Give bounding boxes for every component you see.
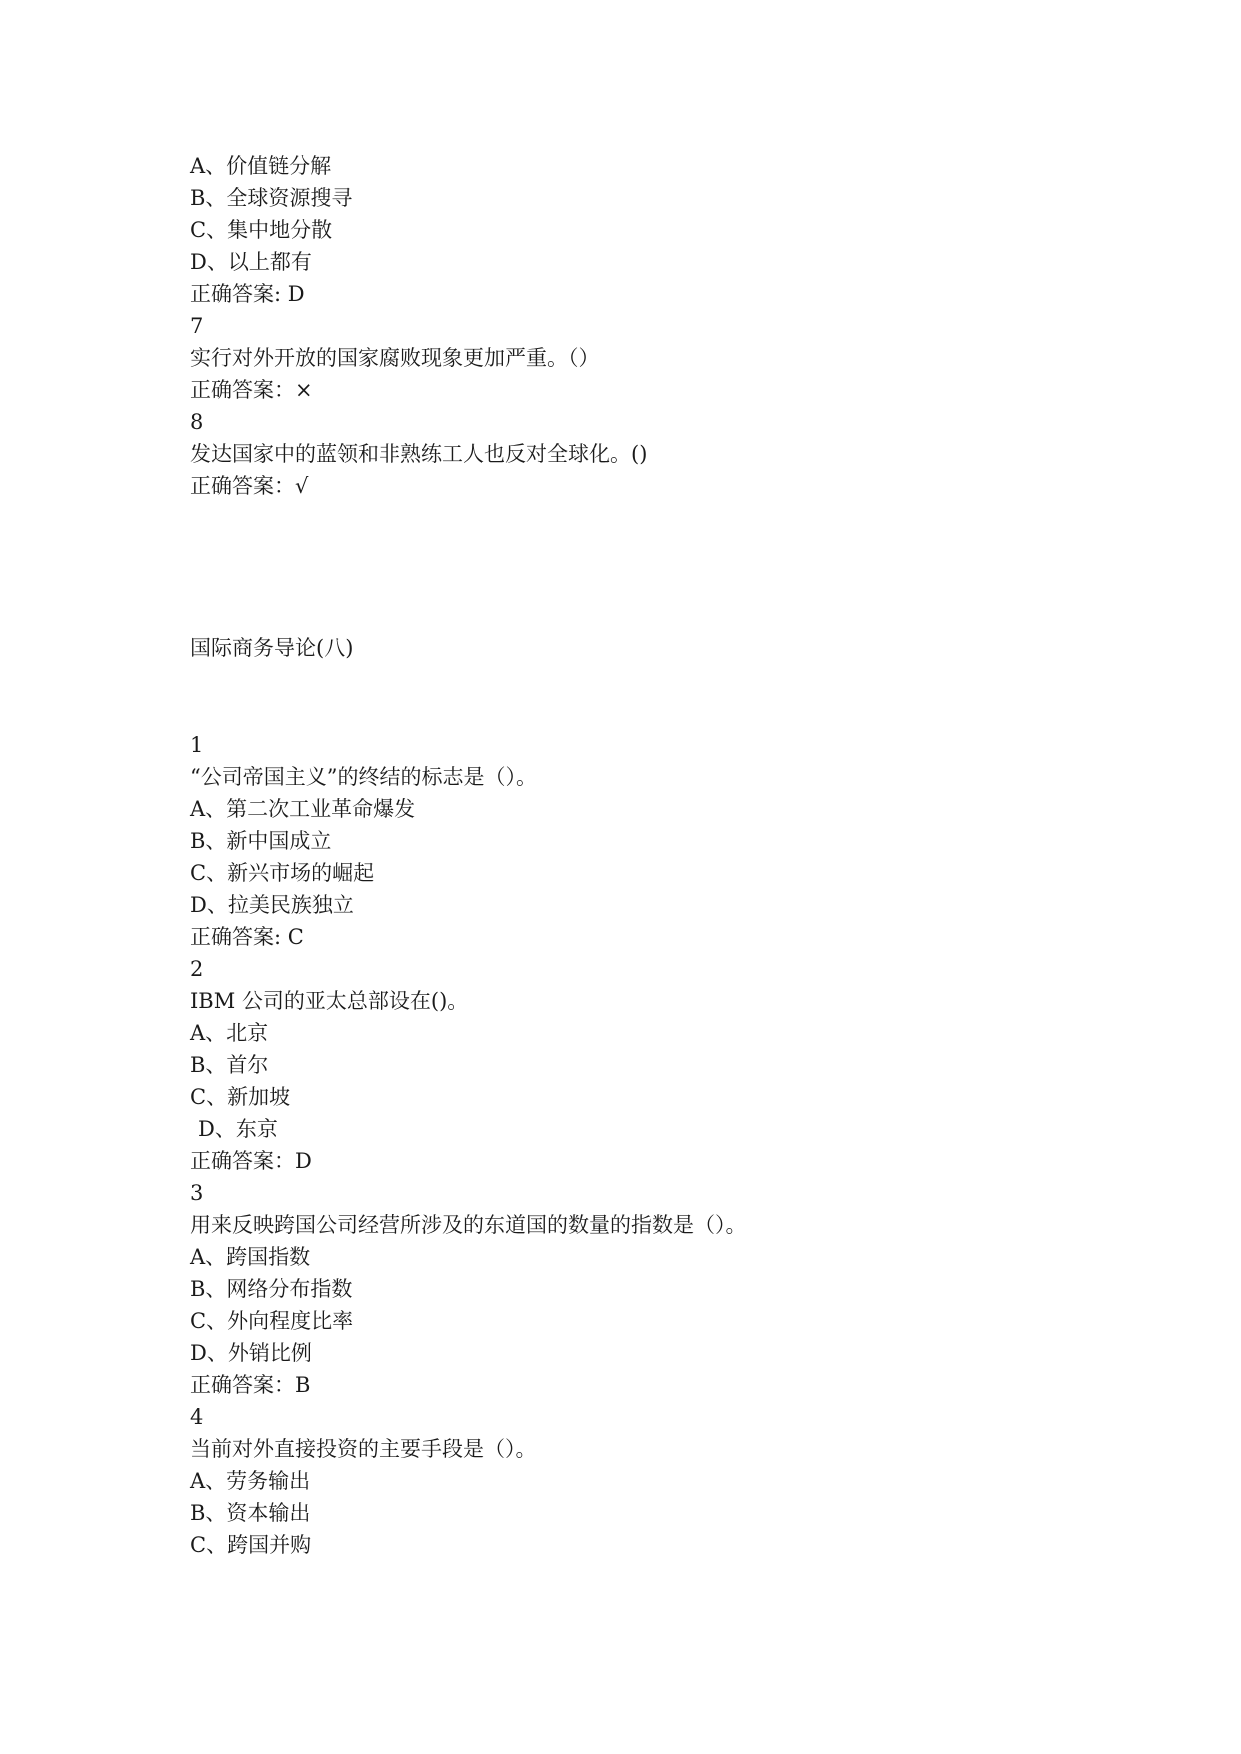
option-a: A、跨国指数	[190, 1245, 311, 1269]
answer: 正确答案: C	[190, 925, 304, 949]
option-c: C、外向程度比率	[190, 1309, 354, 1333]
option-c: C、跨国并购	[190, 1533, 312, 1557]
option-a: A、劳务输出	[190, 1469, 311, 1493]
q8-number: 8	[190, 410, 204, 434]
section-title: 国际商务导论(八)	[190, 636, 354, 660]
answer: 正确答案：D	[190, 1149, 312, 1173]
q6-option-a: A、价值链分解	[190, 154, 332, 178]
option-c: C、新兴市场的崛起	[190, 861, 375, 885]
q8-text: 发达国家中的蓝领和非熟练工人也反对全球化。()	[190, 442, 648, 466]
q8-answer: 正确答案：√	[190, 474, 309, 498]
question-text: IBM 公司的亚太总部设在()。	[190, 989, 469, 1013]
q6-option-b: B、全球资源搜寻	[190, 186, 353, 210]
option-b: B、资本输出	[190, 1501, 311, 1525]
q7-text: 实行对外开放的国家腐败现象更加严重。（）	[190, 346, 600, 370]
option-d: D、拉美民族独立	[190, 893, 354, 917]
question-text: 当前对外直接投资的主要手段是（）。	[190, 1437, 537, 1461]
option-d: D、东京	[198, 1117, 278, 1141]
question-number: 3	[190, 1181, 204, 1205]
q7-answer: 正确答案：×	[190, 378, 313, 402]
option-a: A、北京	[190, 1021, 269, 1045]
answer: 正确答案：B	[190, 1373, 311, 1397]
option-c: C、新加坡	[190, 1085, 291, 1109]
q6-answer: 正确答案: D	[190, 282, 305, 306]
option-b: B、网络分布指数	[190, 1277, 353, 1301]
q6-option-d: D、以上都有	[190, 250, 312, 274]
q7-number: 7	[190, 314, 204, 338]
question-text: “公司帝国主义”的终结的标志是（）。	[190, 765, 537, 789]
option-b: B、首尔	[190, 1053, 269, 1077]
option-d: D、外销比例	[190, 1341, 312, 1365]
question-text: 用来反映跨国公司经营所涉及的东道国的数量的指数是（）。	[190, 1213, 747, 1237]
q6-option-c: C、集中地分散	[190, 218, 333, 242]
question-number: 2	[190, 957, 204, 981]
option-a: A、第二次工业革命爆发	[190, 797, 416, 821]
option-b: B、新中国成立	[190, 829, 332, 853]
question-number: 1	[190, 733, 204, 757]
question-number: 4	[190, 1405, 204, 1429]
